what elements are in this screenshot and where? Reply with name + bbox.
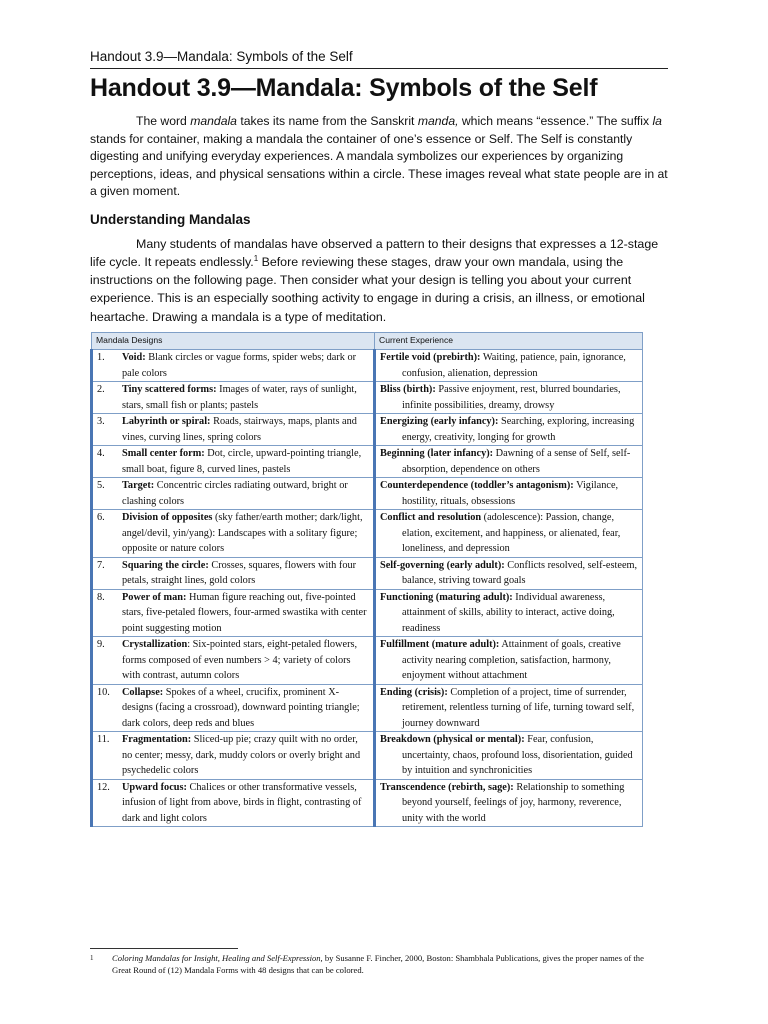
experience-text: Passive enjoyment, rest, blurred boundaries, infinite possibilities, dreamy, drowsy (402, 384, 621, 411)
page-title: Handout 3.9—Mandala: Symbols of the Self (90, 74, 598, 102)
experience-text: Attainment of goals, creative activity nearing completion, satisfaction, harmony, enjoyment without attachment (402, 639, 621, 681)
stage-number: 8. (97, 591, 105, 603)
experience-cell (375, 350, 643, 382)
table-row (92, 510, 643, 558)
footnote-mark: 1 (90, 954, 94, 962)
design-term: Small center form: (122, 448, 205, 459)
intro-paragraph (90, 113, 668, 201)
design-term: Labyrinth or spiral: (122, 416, 211, 427)
intro-text: The word (136, 114, 191, 128)
stage-number: 5. (97, 480, 105, 491)
design-term: Division of opposites (122, 512, 213, 523)
design-description (97, 446, 369, 477)
experience-term: Conflict and resolution (380, 512, 482, 523)
experience-text: Dawning of a sense of Self, self-absorption, dependence on others (402, 448, 631, 475)
experience-cell (375, 510, 643, 558)
experience-text: Waiting, patience, pain, ignorance, confusion, alienation, depression (402, 352, 626, 379)
header-rule (90, 68, 668, 69)
intro-term-manda: manda, (417, 114, 459, 128)
experience-cell (375, 779, 643, 827)
design-text: Human figure reaching out, five-pointed stars, five-petaled flowers, four-armed swastika with center point suggesting motion (122, 591, 367, 634)
experience-cell (375, 732, 643, 780)
experience-description (380, 478, 638, 509)
experience-description (380, 350, 638, 381)
experience-description (380, 558, 638, 589)
experience-term: Energizing (early infancy): (380, 416, 499, 427)
running-head: Handout 3.9—Mandala: Symbols of the Self (90, 49, 353, 64)
experience-cell (375, 557, 643, 589)
stage-number: 4. (97, 448, 105, 459)
experience-text: Individual awareness, attainment of skills, ability to interact, active doing, readiness (402, 591, 615, 634)
table-row (92, 414, 643, 446)
design-description (97, 637, 369, 684)
footnote-body: by Susanne F. Fincher, 2000, Boston: Shambhala Publications, gives the proper names of the Great Round of (12) Mandala Forms with 48 designs that can be colored. (112, 953, 644, 975)
stage-number: 12. (97, 781, 110, 793)
design-cell (92, 637, 375, 685)
design-term: Crystallization (122, 639, 188, 650)
experience-term: Transcendence (rebirth, sage): (380, 781, 514, 793)
experience-description (380, 590, 638, 637)
footnote-text (112, 952, 664, 976)
design-term: Void: (122, 352, 146, 363)
column-header-designs: Mandala Designs (92, 333, 375, 350)
design-description (97, 350, 369, 381)
table-row (92, 478, 643, 510)
experience-text: Completion of a project, time of surrender, retirement, relentless turning of life, turning toward self, journey downward (402, 686, 635, 729)
experience-text: Vigilance, hostility, rituals, obsessions (402, 480, 619, 507)
experience-description (380, 446, 638, 477)
stage-number: 3. (97, 416, 105, 427)
experience-text: (adolescence): Passion, change, elation, excitement, and happiness, or alienated, fear, loneliness, and depression (402, 512, 621, 554)
intro-text: stands for container, making a mandala the container of one’s essence or Self. The Self is constantly digesting and unifying everyday experiences. A mandala symbolizes our experiences by organizing perceptions, ideas, and physical sensations within a circle. These images reveal what state people are in at a given moment. (90, 131, 668, 198)
experience-cell (375, 446, 643, 478)
mandala-table (90, 332, 643, 827)
table-row (92, 557, 643, 589)
experience-description (380, 382, 638, 413)
experience-text: Conflicts resolved, self-esteem, balance, striving toward goals (402, 559, 638, 586)
design-cell (92, 589, 375, 637)
design-text: Crosses, squares, flowers with four petals, straight lines, gold colors (122, 559, 357, 586)
experience-term: Functioning (maturing adult): (380, 591, 513, 603)
design-text: Images of water, rays of sunlight, stars, small fish or plants; pastels (122, 384, 357, 411)
design-cell (92, 684, 375, 732)
experience-term: Fertile void (prebirth): (380, 352, 481, 363)
design-text: : Six-pointed stars, eight-petaled flowers, forms composed of even numbers > 4; variety of colors with contrast, autumn colors (122, 639, 358, 681)
design-cell (92, 557, 375, 589)
experience-term: Self-governing (early adult): (380, 559, 505, 571)
table-row (92, 779, 643, 827)
experience-description (380, 510, 638, 557)
design-text: Dot, circle, upward-pointing triangle, small boat, figure 8, curved lines, pastels (122, 448, 362, 475)
experience-term: Counterdependence (toddler’s antagonism): (380, 480, 574, 491)
column-header-experience: Current Experience (375, 333, 643, 350)
design-cell (92, 732, 375, 780)
stage-number: 2. (97, 384, 105, 395)
experience-term: Fulfillment (mature adult): (380, 639, 500, 650)
experience-cell (375, 382, 643, 414)
table-row (92, 350, 643, 382)
experience-description (380, 780, 638, 827)
experience-cell (375, 637, 643, 685)
design-text: Sliced-up pie; crazy quilt with no order, no center; messy, dark, muddy colors or overly bright and psychedelic colors (122, 734, 361, 776)
experience-description (380, 414, 638, 445)
intro-text: takes its name from the Sanskrit (236, 114, 418, 128)
design-description (97, 558, 369, 589)
experience-term: Beginning (later infancy): (380, 448, 494, 459)
design-term: Collapse: (122, 686, 164, 698)
stage-number: 11. (97, 734, 110, 745)
experience-description (380, 685, 638, 732)
design-text: (sky father/earth mother; dark/light, angel/devil, yin/yang): Landscapes with a solitary figure; opposite or nature colors (122, 512, 363, 554)
design-term: Power of man: (122, 591, 187, 603)
experience-cell (375, 684, 643, 732)
design-description (97, 414, 369, 445)
design-text: Spokes of a wheel, crucifix, prominent X-designs (facing a crossroad), downward pointing triangle; dark colors, deep reds and blues (122, 686, 360, 729)
table-row (92, 684, 643, 732)
table-row (92, 589, 643, 637)
design-text: Blank circles or vague forms, spider webs; dark or pale colors (122, 352, 357, 379)
table-body (92, 350, 643, 827)
design-cell (92, 510, 375, 558)
intro-term-la: la (652, 114, 662, 128)
design-description (97, 382, 369, 413)
table-row (92, 382, 643, 414)
experience-description (380, 637, 638, 684)
experience-description (380, 732, 638, 779)
design-description (97, 590, 369, 637)
stage-number: 1. (97, 352, 105, 363)
footnote-rule (90, 948, 238, 949)
design-cell (92, 382, 375, 414)
design-description (97, 478, 369, 509)
design-cell (92, 414, 375, 446)
experience-cell (375, 478, 643, 510)
design-term: Target: (122, 480, 155, 491)
design-description (97, 732, 369, 779)
footnote-book-title: Coloring Mandalas for Insight, Healing and Self-Expression, (112, 953, 323, 963)
stage-number: 10. (97, 686, 110, 698)
section-paragraph (90, 235, 668, 326)
design-cell (92, 779, 375, 827)
experience-term: Ending (crisis): (380, 686, 448, 698)
table-row (92, 637, 643, 685)
experience-text: Searching, exploring, increasing energy, creativity, longing for growth (402, 416, 635, 443)
design-cell (92, 446, 375, 478)
section-heading: Understanding Mandalas (90, 211, 251, 227)
design-term: Tiny scattered forms: (122, 384, 217, 395)
section-text: Many students of mandalas have observed a pattern to their designs that expresses a 12-stage life cycle. It repeats endlessly. (90, 236, 659, 269)
design-term: Squaring the circle: (122, 559, 209, 571)
design-description (97, 780, 369, 827)
design-text: Concentric circles radiating outward, bright or clashing colors (122, 480, 348, 507)
footnote-reference[interactable]: 1 (253, 253, 259, 263)
experience-text: Fear, confusion, uncertainty, chaos, profound loss, disorientation, guided by intuition and synchronicities (402, 734, 633, 776)
experience-term: Breakdown (physical or mental): (380, 734, 525, 745)
design-text: Chalices or other transformative vessels, infusion of light from above, birds in flight, contrasting of dark and light colors (122, 781, 362, 824)
experience-term: Bliss (birth): (380, 384, 436, 395)
section-text: Before reviewing these stages, draw your own mandala, using the instructions on the following page. Then consider what your design is telling you about your current experience. This is an especially soothing activity to engage in during a crisis, an illness, or emotional heartache. Drawing a mandala is a type of meditation. (90, 254, 645, 324)
design-term: Upward focus: (122, 781, 187, 793)
experience-text: Relationship to something beyond yourself, feelings of joy, harmony, reverence, unity with the world (402, 781, 625, 824)
design-description (97, 510, 369, 557)
footnote (90, 952, 668, 976)
design-cell (92, 350, 375, 382)
stage-number: 6. (97, 512, 105, 523)
design-description (97, 685, 369, 732)
intro-term-mandala: mandala (190, 114, 237, 128)
design-cell (92, 478, 375, 510)
experience-cell (375, 414, 643, 446)
experience-cell (375, 589, 643, 637)
stage-number: 9. (97, 639, 105, 650)
design-text: Roads, stairways, maps, plants and vines, curving lines, spring colors (122, 416, 357, 443)
table-row (92, 732, 643, 780)
table-row (92, 446, 643, 478)
stage-number: 7. (97, 559, 105, 571)
handout-page (90, 44, 668, 824)
intro-text: which means “essence.” The suffix (458, 114, 653, 128)
design-term: Fragmentation: (122, 734, 192, 745)
